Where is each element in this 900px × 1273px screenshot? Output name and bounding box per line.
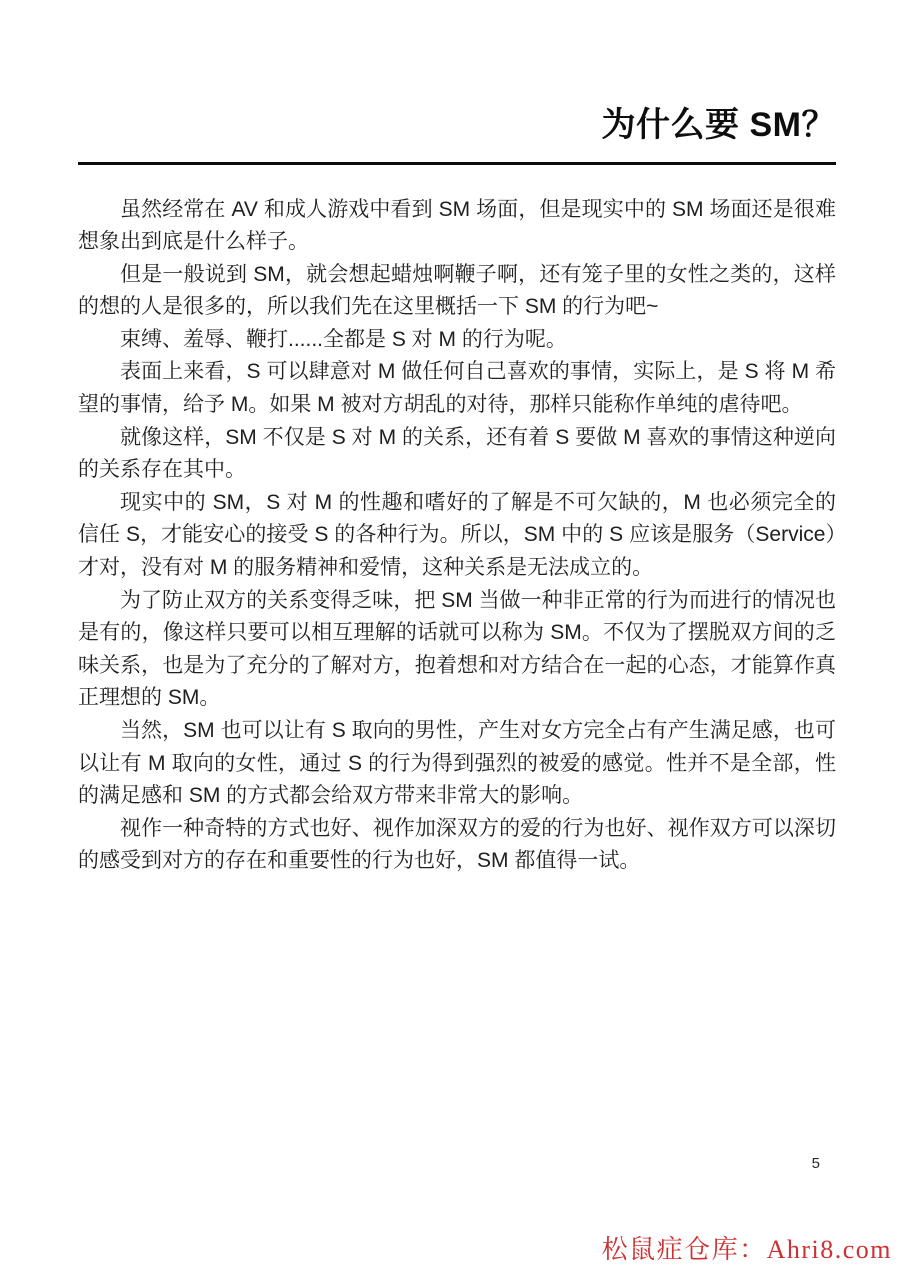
paragraph: 束缚、羞辱、鞭打......全都是 S 对 M 的行为呢。	[120, 327, 567, 351]
paragraph: 但是一般说到 SM，就会想起蜡烛啊鞭子啊，还有笼子里的女性之类的，这样的想的人是很多的，所以我们先在这里概括一下 SM 的行为吧~	[78, 262, 836, 319]
paragraph: 为了防止双方的关系变得乏味，把 SM 当做一种非正常的行为而进行的情况也是有的，像这样只要可以相互理解的话就可以称为 SM。不仅为了摆脱双方间的乏味关系，也是为了充分的了解对方，抱着想和对方结合在一起的心态，才能算作真正理想的 SM。	[78, 588, 836, 710]
paragraph: 现实中的 SM，S 对 M 的性趣和嗜好的了解是不可欠缺的，M 也必须完全的信任 S，才能安心的接受 S 的各种行为。所以，SM 中的 S 应该是服务（Service）才对，没有对 M 的服务精神和爱情，这种关系是无法成立的。	[78, 490, 836, 580]
watermark: 松鼠症仓库：Ahri8.com	[601, 1235, 892, 1264]
paragraph: 表面上来看，S 可以肆意对 M 做任何自己喜欢的事情，实际上，是 S 将 M 希望的事情，给予 M。如果 M 被对方胡乱的对待，那样只能称作单纯的虐待吧。	[78, 360, 836, 417]
page-title: 为什么要 SM？	[601, 106, 836, 144]
document-body	[0, 165, 900, 878]
paragraph: 当然，SM 也可以让有 S 取向的男性，产生对女方完全占有产生满足感，也可以让有 M 取向的女性，通过 S 的行为得到强烈的被爱的感觉。性并不是全部，性的满足感和 SM 的方式都会给双方带来非常大的影响。	[78, 719, 836, 808]
page-number: 5	[811, 1155, 820, 1172]
paragraph: 视作一种奇特的方式也好、视作加深双方的爱的行为也好、视作双方可以深切的感受到对方的存在和重要性的行为也好，SM 都值得一试。	[78, 816, 836, 873]
paragraph: 虽然经常在 AV 和成人游戏中看到 SM 场面，但是现实中的 SM 场面还是很难想象出到底是什么样子。	[78, 197, 836, 254]
document-header	[0, 0, 900, 165]
paragraph: 就像这样，SM 不仅是 S 对 M 的关系，还有着 S 要做 M 喜欢的事情这种逆向的关系存在其中。	[78, 425, 836, 482]
